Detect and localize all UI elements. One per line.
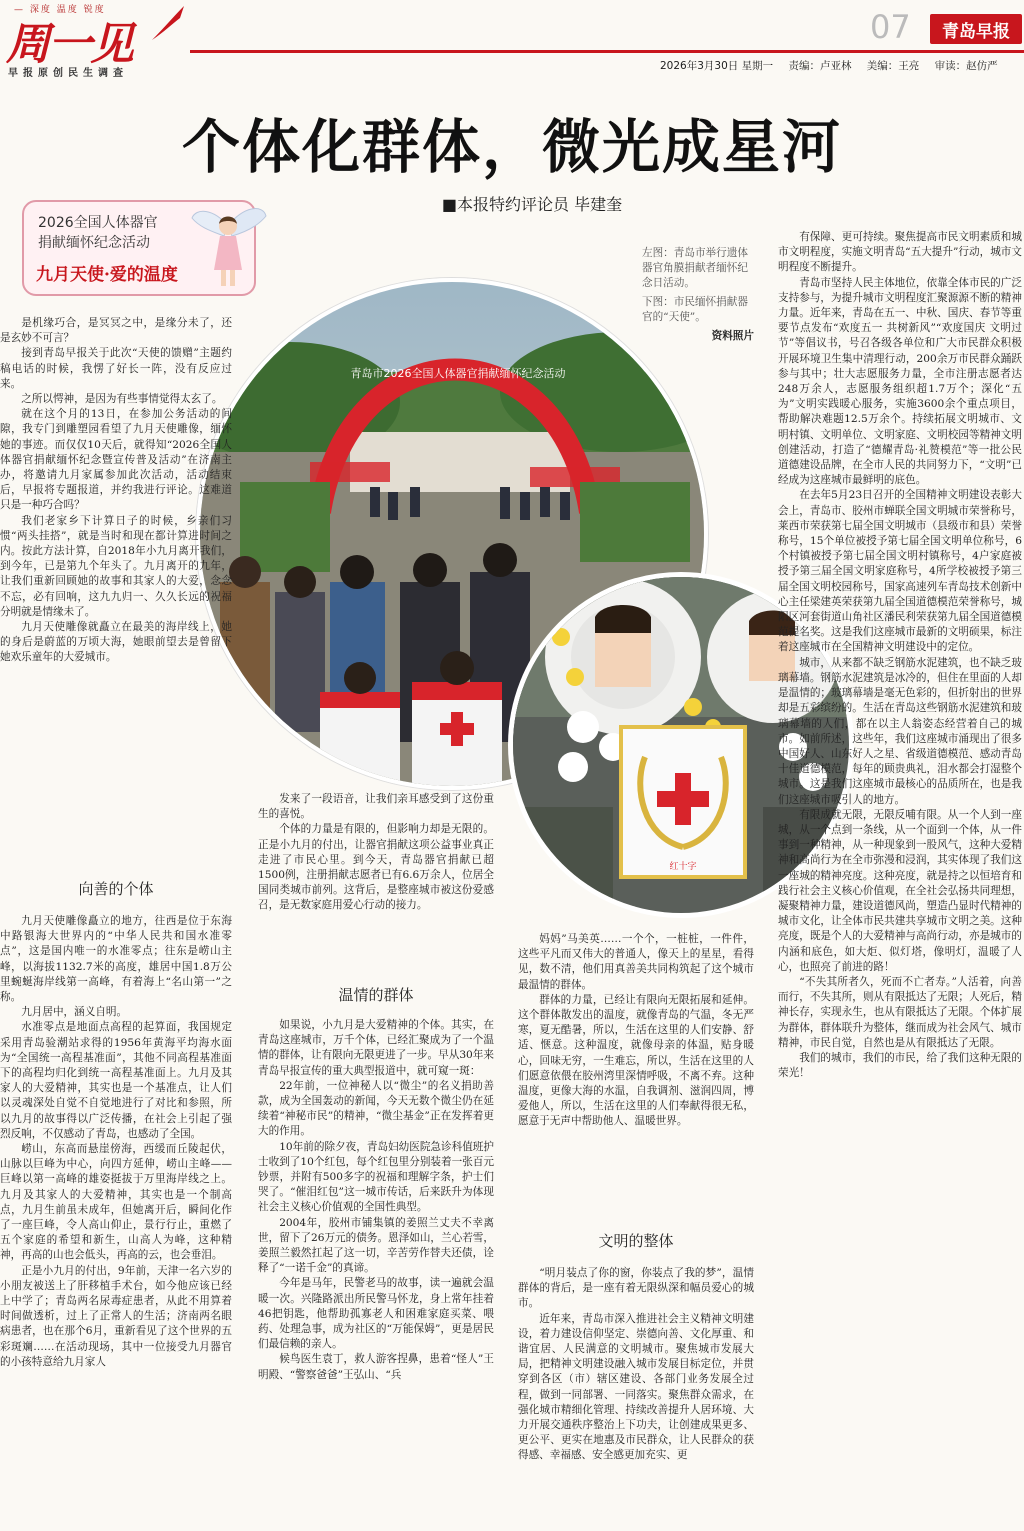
paragraph: 九月天使雕像就矗立在最美的海岸线上，她的身后是蔚蓝的万顷大海，她眼前望去是曾留下她欢乐童年的大爱城市。 <box>0 621 232 664</box>
paragraph: 在去年5月23日召开的全国精神文明建设表彰大会上，青岛市、胶州市蝉联全国文明城市荣誉称号，莱西市荣获第七届全国文明城市（县级市和县）荣誉称号，15个单位被授予第七届全国文明单位称号，6个村镇被授予第七届全国文明村镇称号，4户家庭被授予第三届全国文明家庭称号，4所学校被授予第三届全国文明校园称号，国家高速列车青岛技术创新中心主任梁建英荣获第九届全国道德模范荣誉称号，城阳区河套街道山角社区潘民利荣获第九届全国道德模范提名奖。这是我们这座城市最新的文明硕果，标注着这座城市在全国精神文明建设中的定位。 <box>778 489 1022 654</box>
paragraph: 崂山，东高而悬崖傍海，西缓而丘陵起伏，山脉以巨峰为中心，向四方延伸，崂山主峰——巨峰以第一高峰的雄姿挺拔于万里海岸线之上。九月及其家人的大爱精神，其实也是一个制高点，九月生前虽未成年，但她离开后，瞬间化作了一座巨峰，令人高山仰止，景行行止，重燃了五个家庭的希望和新生，山高人为峰，这种精神，再高的山也会低头，再高的云，也会垂泪。 <box>0 1143 232 1262</box>
angel-icon <box>188 196 268 292</box>
paragraph: “不失其所者久，死而不亡者寿。”人活着，向善而行，不失其所，则从有限抵达了无限；人死后，精神长存，实现永生，也从有限抵达了无限。个体扩展为群体，群体联升为整体，继而成为社会风气、城市精神，市民自觉，自然也是从有限抵达了无限。 <box>778 975 1022 1049</box>
paragraph: 就在这个月的13日，在参加公务活动的间隙，我专门到雕塑园看望了九月天使雕像，缅怀她的事迹。而仅仅10天后，就得知“2026全国人体器官捐献缅怀纪念暨宣传普及活动”在济南主办，将邀请九月家属参加此次活动，活动结束后，早报将专题报道，并约我进行评论。这难道只是一种巧合吗？ <box>0 408 232 512</box>
badge-line-2: 捐献缅怀纪念活动 <box>38 235 150 251</box>
paragraph: 如果说，小九月是大爱精神的个体。其实，在青岛这座城市，万千个体，已经汇聚成为了一个温情的群体，让有限向无限更进了一步。早从30年来青岛早报宣传的重大典型报道中，就可窥一斑： <box>258 1019 494 1077</box>
paragraph: 2004年，胶州市铺集镇的姜照兰丈夫不幸离世，留下了26万元的债务。恩泽如山，兰心若雪，姜照兰毅然扛起了这一切，辛苦劳作替夫还债，诠释了“一诺千金”的真谛。 <box>258 1216 494 1275</box>
article-byline: ■本报特约评论员 毕建奎 <box>441 195 623 214</box>
paragraph: 我们的城市，我们的市民，给了我们这种无限的荣光！ <box>778 1051 1022 1080</box>
subhead-individual: 向善的个体 <box>78 880 154 898</box>
subhead-group: 温情的群体 <box>338 986 414 1004</box>
subhead-civilization: 文明的整体 <box>598 1232 674 1250</box>
masthead-rule <box>190 50 1024 53</box>
arch-banner-text: 青岛市2026全国人体器官捐献缅怀纪念活动 <box>350 367 566 380</box>
paragraph: 青岛市坚持人民主体地位，依靠全体市民的广泛支持参与，为提升城市文明程度汇聚源源不断的精神力量。近年来，青岛在五一、中秋、国庆、春节等重要节点发布“欢度五一 共树新风”“欢度国庆 文明过节”等倡议书，号召各级各单位和广大市民群众积极开展环境卫生集中清理行动，200余万市民群众踊跃参与其中；壮大志愿服务力量，全市注册志愿者达248万余人，志愿服务组织超1.7万个；深化“五为”文明实践暖心服务，实施3600余个重点项目，帮助解决难题12.5万余个。持续拓展文明城市、文明村镇、文明单位、文明家庭、文明校园等精神文明创建活动，打造了“德耀青岛·礼赞模范”等一批公民道德建设品牌，在全市人民的共同努力下，“文明”已经成为这座城市最鲜明的底色。 <box>778 276 1022 487</box>
paragraph: 城市，从来都不缺乏钢筋水泥建筑，也不缺乏玻璃幕墙。钢筋水泥建筑是冰冷的，但住在里面的人却是温情的；玻璃幕墙是毫无色彩的，但折射出的世界却是五彩缤纷的。生活在青岛这些钢筋水泥建筑和玻璃幕墙的人们，都在以主人翁姿态经营着自己的城市。如前所述，这些年，我们这座城市涌现出了很多中国好人、山东好人之星、省级道德模范、感动青岛十佳道德模范，每年的顾贵典礼，泪水都会打湿整个城市。这是我们这座城市最核心的品质所在，也是我们这座城市吸引人的地方。 <box>778 656 1022 806</box>
article-headline: 个体化群体，微光成星河 <box>181 113 842 181</box>
paragraph: 九月天使雕像矗立的地方，往西是位于东海中路银海大世界内的“中华人民共和国水准零点”，这是国内唯一的水准零点；往东是崂山主峰，以海拔1132.7米的高度，雄居中国1.8万公里蜿蜒海岸线第一高峰，有着海上“名山第一”之称。 <box>0 915 232 1004</box>
paragraph: 今年是马年，民警老马的故事，读一遍就会温暖一次。兴隆路派出所民警马怀龙，身上常年挂着46把钥匙，他帮助孤寡老人和困难家庭买菜、喂药、处理急事，成为社区的“万能保姆”，更是居民们最信赖的亲人。 <box>258 1277 494 1351</box>
paragraph: 妈妈”马美英……一个个，一桩桩，一件件，这些平凡而又伟大的普通人，像天上的星星，看得见，数不清，他们用真善美共同构筑起了这个城市最温情的群体。 <box>518 933 754 991</box>
paragraph: 之所以愕神，是因为有些事情觉得太玄了。 <box>21 393 223 406</box>
paragraph: 我们老家乡下计算日子的时候，乡亲们习惯“两头挂搭”，就是当时和现在都计算进时间之内。按此方法计算，自2018年小九月离开我们，到今年，已是第九个年头了。九月离开的九年，让我们重新回顾她的故事和其家人的大爱，念念不忘，必有回响，这九九归一、久久长远的祝福分明就是情缘未了。 <box>0 514 232 618</box>
column-tagline: — 深度 温度 锐度 <box>14 5 106 15</box>
column-name: 周一见 <box>6 19 132 70</box>
paragraph: 22年前，一位神秘人以“微尘”的名义捐助善款，成为全国轰动的新闻，今天无数个微尘仍在延续着“神秘市民”的精神，“微尘基金”正在发挥着更大的作用。 <box>258 1079 494 1138</box>
badge-line-1: 2026全国人体器官 <box>38 215 158 231</box>
caption-bottom: 下图：市民缅怀捐献器官的“天使”。 <box>642 296 748 323</box>
editor-credit: 责编：卢亚林 <box>788 60 852 72</box>
column-4a <box>518 932 754 1214</box>
paragraph: 近年来，青岛市深入推进社会主义精神文明建设，着力建设信仰坚定、崇德向善、文化厚重、和谐宜居、人民满意的文明城市。聚焦城市发展大局，把精神文明建设融入城市发展目标定位，并贯穿到各区（市）辖区建设、各部门业务发展全过程，做到一同部署、一同落实。聚焦群众需求，在强化城市精细化管理、持续改善提升人居环境、大力开展交通秩序整治上下功夫，让创建成果更多、更公平、更实在地惠及市民群众，让人民群众的获得感、幸福感、安全感更加充实、更 <box>518 1312 754 1462</box>
paragraph: 个体的力量是有限的，但影响力却是无限的。正是小九月的付出，让器官捐献这项公益事业真正走进了市民心里。到今天，青岛器官捐献已超1500例，注册捐献志愿者已有6.6万余人，位居全国同类城市前列。这背后，是整座城市被这份爱感召，是无数家庭用爱心行动的接力。 <box>258 823 494 912</box>
swoosh-icon <box>150 4 186 44</box>
page-number: 07 <box>870 8 911 46</box>
paragraph: 是机缘巧合，是冥冥之中，是缘分未了，还是玄妙不可言？ <box>0 317 232 345</box>
column-2 <box>0 914 232 1528</box>
photo-caption <box>642 246 754 348</box>
paragraph: “明月装点了你的窗，你装点了我的梦”，温情群体的背后，是一座有着无限纵深和幅员爱心的城市。 <box>518 1267 754 1310</box>
issue-date: 2026年3月30日 星期一 <box>660 60 774 72</box>
paragraph: 有保障、更可持续。聚焦提高市民文明素质和城市文明程度，实施文明青岛“五大提升”行动，城市文明程度不断提升。 <box>778 231 1022 274</box>
newspaper-logo: 青岛早报 <box>930 14 1022 44</box>
caption-top: 左图：青岛市举行遗体器官角膜捐献者缅怀纪念日活动。 <box>642 247 748 289</box>
paragraph: 水准零点是地面点高程的起算面，我国规定采用青岛验潮站求得的1956年黄海平均海水面为“全国统一高程基准面”，其他不同高程基准面下的高程均归化到统一高程基准面上。九月及其家人的大爱精神，其实也是一个基准点，让人们以灵魂深处自觉不自觉地进行了对比和参照，所以九月的故事得以广泛传播，在社会上引起了强烈反响，不仅感动了青岛，也感动了全国。 <box>0 1021 232 1140</box>
column-subtitle: 早报原创民生调查 <box>8 68 128 79</box>
paragraph: 候鸟医生袁丁，救人游客捏鼻，患着“怪人”王明殿、“警察爸爸”王弘山、“兵 <box>258 1353 494 1381</box>
column-3a <box>258 792 494 968</box>
paragraph: 10年前的除夕夜，青岛妇幼医院急诊科值班护士收到了10个红包，每个红包里分别装着一张百元钞票，并附有500多字的祝福和理解字条，护士们哭了。“催泪红包”这一城市传话，后来跃升为体现社会主义核心价值观的全国性典型。 <box>258 1140 494 1214</box>
paragraph: 正是小九月的付出，9年前，天津一名六岁的小朋友被送上了肝移植手术台，如今他应该已经上中学了；青岛两名尿毒症患者，从此不用算着时间做透析，过上了正常人的生活；济南两名眼病患者，也在那个6月，重新看见了这个世界的五彩斑斓……在活动现场，其中一位接受九月器官的小孩特意给九月家人 <box>0 1264 232 1368</box>
paragraph: 接到青岛早报关于此次“天使的馈赠”主题约稿电话的时候，我愣了好长一阵，没有反应过来。 <box>0 347 232 390</box>
issue-info <box>660 58 1010 73</box>
emblem-label: 红十字 <box>669 862 697 872</box>
paragraph: 有限成就无限，无限反哺有限。从一个人到一座城，从一个点到一条线，从一个面到一个体，从一件事到一种精神，从一种现象到一股风气，这种大爱精神和高尚行为在全市弥漫和浸润，其实体现了我们这一座城的精神亮度。这种亮度，就是持之以恒培育和践行社会主义核心价值观，在全社会弘扬共同理想，凝聚精神力量，建设道德风尚，塑造凸显时代精神的城市文化，让全体市民共建共享城市文明之美。这种亮度，既是个人的大爱精神与高尚行动，亦是城市的内涵和底色，如大炬、似灯塔，像明灯，温暖了人心，也照亮了前进的路！ <box>778 808 1022 973</box>
column-4b <box>518 1266 754 1528</box>
column-1 <box>0 316 232 856</box>
paragraph: 群体的力量，已经让有限向无限拓展和延伸。这个群体散发出的温度，就像青岛的气温，冬无严寒，夏无酷暑，所以，生活在这里的人们安静、舒适、惬意。这种温度，就像母亲的体温，贴身暖心，回味无穷，一生难忘，所以，生活在这里的人们愿意依偎在胶州湾里深情呼吸，不离不弃。这种温度，更像大海的水温，自我调剂、滋润四周，博爱他人，所以，生活在这里的人们奉献得很无私，愿意于无声中帮助他人、温暖世界。 <box>518 993 754 1128</box>
paragraph: 九月居中，涵义自明。 <box>21 1006 128 1019</box>
column-3b <box>258 1018 494 1528</box>
badge-line-3: 九月天使·爱的温度 <box>36 265 178 285</box>
paragraph: 发来了一段语音，让我们亲耳感受到了这份重生的喜悦。 <box>258 793 494 821</box>
caption-credit: 资料照片 <box>711 330 754 342</box>
designer-credit: 美编：王亮 <box>866 60 920 72</box>
proofreader-credit: 审读：赵仿严 <box>934 60 998 72</box>
column-5 <box>778 230 1022 1528</box>
